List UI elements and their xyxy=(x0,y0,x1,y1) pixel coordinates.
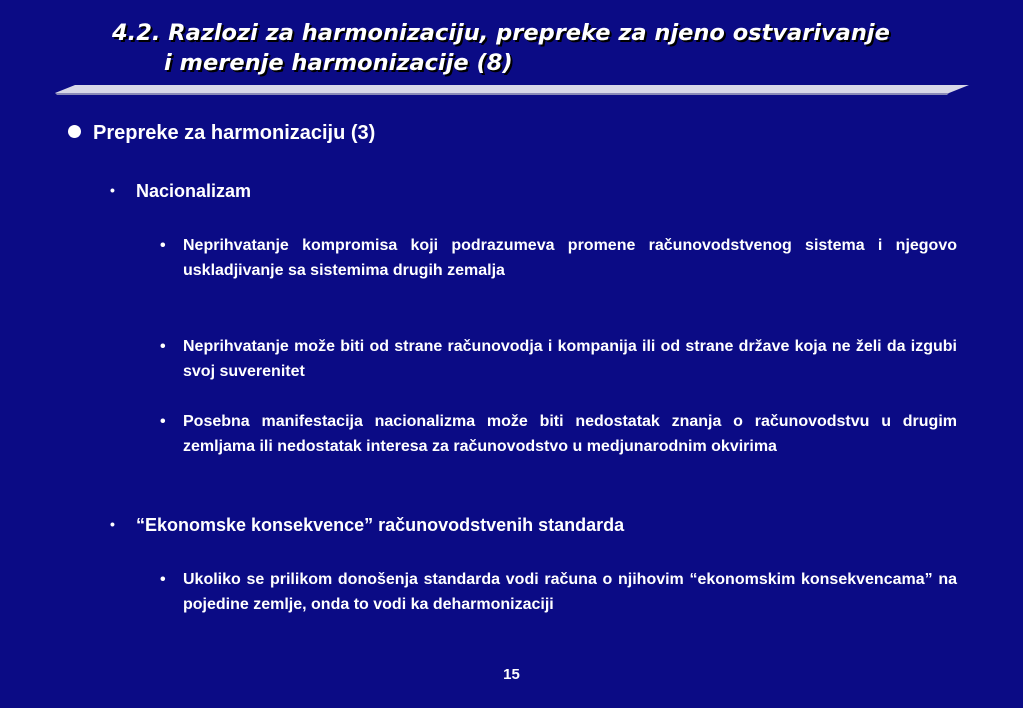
bullet-icon: • xyxy=(110,516,115,532)
heading-prepreke xyxy=(68,119,375,147)
section-label: Nacionalizam xyxy=(136,181,252,201)
section-label: “Ekonomske konsekvence” računovodstvenih standarda xyxy=(136,515,625,535)
list-item xyxy=(160,335,957,384)
list-item-text: Ukoliko se prilikom donošenja standarda vodi računa o njihovim “ekonomskim konsekvencama” na pojedine zemlje, onda to vodi ka deharmonizaciji xyxy=(183,571,957,613)
bullet-icon: • xyxy=(160,237,166,254)
list-item-text: Neprihvatanje kompromisa koji podrazumeva promene računovodstvenog sistema i njegovo uskladjivanje sa sistemima drugih zemalja xyxy=(183,237,957,279)
list-item xyxy=(160,234,957,283)
bullet-icon: • xyxy=(110,182,115,198)
list-item-text: Posebna manifestacija nacionalizma može biti nedostatak znanja o računovodstvu u drugim zemljama ili nedostatak interesa za računovodstvo u medjunarodnim okvirima xyxy=(183,413,957,455)
bullet-dot-icon xyxy=(68,125,81,138)
section-ekonomske-konsekvence xyxy=(110,511,624,538)
section-nacionalizam xyxy=(110,177,251,204)
title-divider xyxy=(55,85,969,95)
slide-title xyxy=(112,18,992,78)
bullet-icon: • xyxy=(160,338,166,355)
title-line-2: i merenje harmonizacije (8) xyxy=(164,50,513,76)
bullet-icon: • xyxy=(160,571,166,588)
bullet-icon: • xyxy=(160,413,166,430)
title-line-1: 4.2. Razlozi za harmonizaciju, prepreke za njeno ostvarivanje xyxy=(112,20,890,46)
page-number: 15 xyxy=(503,666,520,683)
heading-text: Prepreke za harmonizaciju (3) xyxy=(93,122,376,144)
list-item xyxy=(160,410,957,459)
list-item-text: Neprihvatanje može biti od strane računovodja i kompanija ili od strane države koja ne želi da izgubi svoj suverenitet xyxy=(183,338,957,380)
list-item xyxy=(160,568,957,617)
